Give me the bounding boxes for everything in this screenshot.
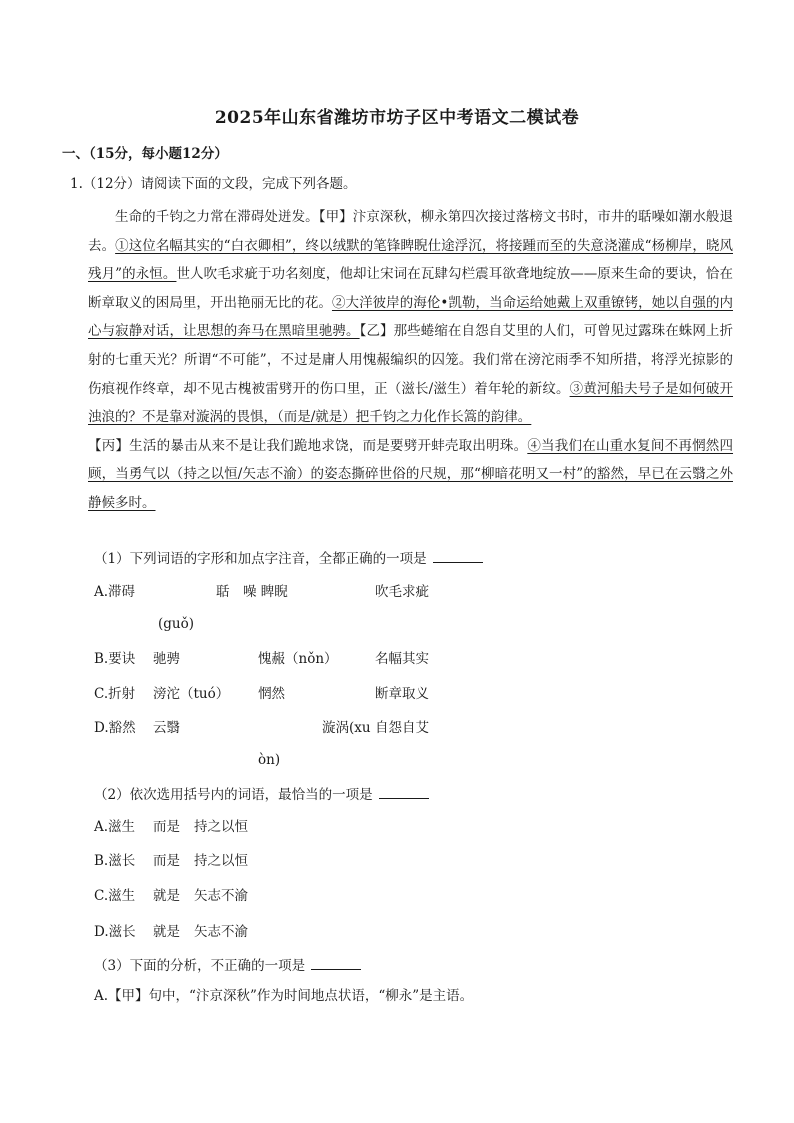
q1-option-c-word-4: 断章取义 — [375, 686, 429, 702]
passage-text-1: 生命的千钧之力常在滞碍处迸发。【甲】汴京深秋，柳永第四次接过落榜文书时，市井的聒噪如潮水般退去。 — [88, 209, 733, 254]
q1-option-b-word-4: 名幅其实 — [375, 651, 429, 667]
q1-option-b-word-3: 愧赧（nǒn） — [258, 651, 338, 667]
q1-answer-blank[interactable] — [433, 548, 483, 563]
passage-underline-3: ③黄河船夫号子是如何破开浊浪的？不是靠对漩涡的畏惧，（而是/就是）把千钧之力化作长篙的韵律。 — [88, 380, 733, 426]
q2-stem: （2）依次选用括号内的词语，最恰当的一项是 — [94, 784, 429, 805]
passage-underline-1: ①这位名幅其实的“白衣卿相”，终以绒默的笔锋睥睨仕途浮沉，将接踵而至的失意浇灌成“杨柳岸，晓风残月”的永恒。 — [88, 237, 733, 283]
question-1-intro: 1.（12分）请阅读下面的文段，完成下列各题。 — [70, 176, 357, 192]
q1-option-a-word-2: 聒 噪 睥睨 — [216, 584, 288, 600]
q2-option-d-word-3: 矢志不渝 — [194, 924, 248, 940]
q2-option-c-label: C.滋生 — [94, 888, 136, 904]
q1-option-b-word-2: 驰骋 — [153, 651, 180, 667]
q3-option-a: A.【甲】句中，“汴京深秋”作为时间地点状语，“柳永”是主语。 — [94, 988, 474, 1004]
passage-text-2: 世人吹毛求疵于功名刻度，他却让宋词在瓦肆勾栏震耳欲聋地绽放——原来生命的要诀，恰在断章取义的困局里，开出艳丽无比的花。 — [88, 266, 733, 311]
q2-option-d-label: D.滋长 — [94, 924, 136, 940]
q2-option-a-word-3: 持之以恒 — [194, 819, 248, 835]
section-heading: 一、（15分，每小题12分） — [62, 146, 228, 162]
passage-text-3: 【乙】那些蜷缩在自怨自艾里的人们，可曾见过露珠在蛛网上折射的七重天光？所谓“不可能”，不过是庸人用愧赧编织的囚笼。我们常在滂沱雨季不知所措，将浮光掠影的伤痕视作终章，却不见古槐被雷劈开的伤口里，正（滋长/滋生）着年轮的新纹。 — [88, 323, 734, 397]
q2-option-a-label: A.滋生 — [94, 819, 136, 835]
passage-text-4: 【丙】生活的暴击从来不是让我们跪地求饶，而是要劈开蚌壳取出明珠。 — [88, 437, 528, 454]
q1-option-d-label: D.豁然 — [94, 720, 136, 736]
q1-option-d-word-3: 漩涡(xu — [322, 720, 371, 736]
q1-option-a-word-3: 吹毛求疵 — [375, 584, 429, 600]
q2-option-d-word-2: 就是 — [153, 924, 180, 940]
q1-option-c-word-2: 滂沱（tuó） — [153, 686, 230, 702]
reading-passage — [88, 203, 733, 518]
passage-underline-2: ②大洋彼岸的海伦•凯勒，当命运给她戴上双重镣铐，她以自强的内心与寂静对话，让思想的奔马在黑暗里驰骋。 — [88, 294, 733, 340]
q1-option-d-word-2: 云翳 — [153, 720, 180, 736]
q1-option-c-word-3: 惘然 — [258, 686, 285, 702]
q2-option-b-label: B.滋长 — [94, 853, 136, 869]
passage-underline-4: ④当我们在山重水复间不再惘然四顾，当勇气以（持之以恒/矢志不渝）的姿态撕碎世俗的尺规，那“柳暗花明又一村”的豁然，早已在云翳之外静候多时。 — [88, 437, 734, 511]
exam-title: 2025年山东省潍坊市坊子区中考语文二模试卷 — [214, 108, 580, 128]
q1-option-b-label: B.要诀 — [94, 651, 136, 667]
q2-option-b-word-3: 持之以恒 — [194, 853, 248, 869]
q1-option-a-label: A.滞碍 — [94, 584, 136, 600]
q1-option-a-pinyin: (guǒ) — [158, 616, 194, 632]
q2-answer-blank[interactable] — [379, 784, 429, 799]
q2-option-b-word-2: 而是 — [153, 853, 180, 869]
q1-option-d-word-4: 自怨自艾 — [375, 720, 429, 736]
q1-option-c-label: C.折射 — [94, 686, 136, 702]
q2-option-c-word-2: 就是 — [153, 888, 180, 904]
q2-option-a-word-2: 而是 — [153, 819, 180, 835]
q2-option-c-word-3: 矢志不渝 — [194, 888, 248, 904]
q3-answer-blank[interactable] — [311, 955, 361, 970]
q1-stem: （1）下列词语的字形和加点字注音，全都正确的一项是 — [94, 548, 483, 569]
q1-option-d-pinyin: òn) — [258, 752, 281, 768]
q3-stem: （3）下面的分析，不正确的一项是 — [94, 955, 361, 976]
